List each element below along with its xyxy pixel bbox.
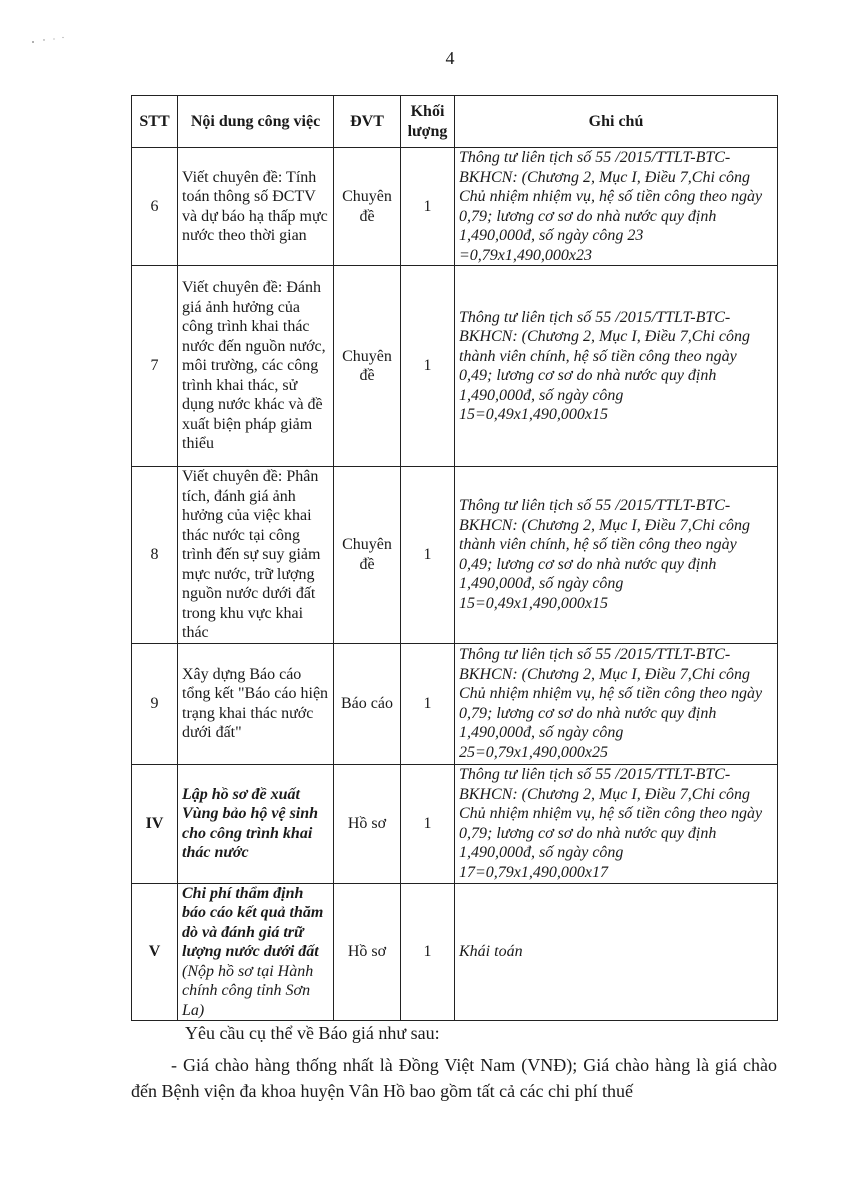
header-unit: ĐVT xyxy=(334,96,401,148)
row-note: Thông tư liên tịch số 55 /2015/TTLT-BTC-BKHCN: (Chương 2, Mục I, Điều 7,Chi công thành viên chính, hệ số tiền công theo ngày 0,49; lương cơ sơ do nhà nước quy định 1,490,000đ, số ngày công 15=0,49x1,490,000x15 xyxy=(455,266,778,467)
row-note: Thông tư liên tịch số 55 /2015/TTLT-BTC-BKHCN: (Chương 2, Mục I, Điều 7,Chi công Chủ nhiệm nhiệm vụ, hệ số tiền công theo ngày 0,79; lương cơ sơ do nhà nước quy định 1,490,000đ, số ngày công 17=0,79x1,490,000x17 xyxy=(455,764,778,883)
scan-speck-mark xyxy=(30,36,66,44)
table-row xyxy=(132,643,778,764)
header-stt: STT xyxy=(132,96,178,148)
table-row xyxy=(132,266,778,467)
row-quantity: 1 xyxy=(401,643,455,764)
header-note: Ghi chú xyxy=(455,96,778,148)
table-header-row xyxy=(132,96,778,148)
row-note: Khái toán xyxy=(455,883,778,1021)
row-quantity: 1 xyxy=(401,148,455,266)
row-unit: Hồ sơ xyxy=(334,883,401,1021)
row-quantity: 1 xyxy=(401,467,455,644)
row-unit: Báo cáo xyxy=(334,643,401,764)
row-quantity: 1 xyxy=(401,883,455,1021)
row-content: Xây dựng Báo cáo tổng kết "Báo cáo hiện trạng khai thác nước dưới đất" xyxy=(178,643,334,764)
table-row xyxy=(132,148,778,266)
table-row xyxy=(132,467,778,644)
row-content: Lập hồ sơ đề xuất Vùng bảo hộ vệ sinh cho công trình khai thác nước xyxy=(178,764,334,883)
row-content xyxy=(178,883,334,1021)
work-items-table xyxy=(131,95,778,1021)
row-unit: Chuyên đề xyxy=(334,148,401,266)
row-content-extra: (Nộp hồ sơ tại Hành chính công tỉnh Sơn La) xyxy=(182,962,314,1019)
row-quantity: 1 xyxy=(401,266,455,467)
row-note: Thông tư liên tịch số 55 /2015/TTLT-BTC-BKHCN: (Chương 2, Mục I, Điều 7,Chi công thành viên chính, hệ số tiền công theo ngày 0,49; lương cơ sơ do nhà nước quy định 1,490,000đ, số ngày công 15=0,49x1,490,000x15 xyxy=(455,467,778,644)
row-stt: 7 xyxy=(132,266,178,467)
row-quantity: 1 xyxy=(401,764,455,883)
row-content-bold: Chi phí thẩm định báo cáo kết quả thăm dò và đánh giá trữ lượng nước dưới đất xyxy=(182,884,324,960)
table-row xyxy=(132,883,778,1021)
price-currency-paragraph: - Giá chào hàng thống nhất là Đồng Việt Nam (VNĐ); Giá chào hàng là giá chào đến Bệnh viện đa khoa huyện Vân Hồ bao gồm tất cả các chi phí thuế xyxy=(131,1055,777,1101)
page-number: 4 xyxy=(445,48,455,68)
row-note: Thông tư liên tịch số 55 /2015/TTLT-BTC-BKHCN: (Chương 2, Mục I, Điều 7,Chi công Chủ nhiệm nhiệm vụ, hệ số tiền công theo ngày 0,79; lương cơ sơ do nhà nước quy định 1,490,000đ, số ngày công 23 =0,79x1,490,000x23 xyxy=(455,148,778,266)
row-stt: 8 xyxy=(132,467,178,644)
row-unit: Hồ sơ xyxy=(334,764,401,883)
header-quantity: Khối lượng xyxy=(401,96,455,148)
row-stt: 6 xyxy=(132,148,178,266)
row-stt: IV xyxy=(132,764,178,883)
row-unit: Chuyên đề xyxy=(334,266,401,467)
row-note: Thông tư liên tịch số 55 /2015/TTLT-BTC-BKHCN: (Chương 2, Mục I, Điều 7,Chi công Chủ nhiệm nhiệm vụ, hệ số tiền công theo ngày 0,79; lương cơ sơ do nhà nước quy định 1,490,000đ, số ngày công 25=0,79x1,490,000x25 xyxy=(455,643,778,764)
row-content: Viết chuyên đề: Đánh giá ảnh hưởng của công trình khai thác nước đến nguồn nước, môi trường, các công trình khai thác, sử dụng nước khác và đề xuất biện pháp giảm thiểu xyxy=(178,266,334,467)
table-row xyxy=(132,764,778,883)
row-content: Viết chuyên đề: Tính toán thông số ĐCTV và dự báo hạ thấp mực nước theo thời gian xyxy=(178,148,334,266)
row-stt: V xyxy=(132,883,178,1021)
header-content: Nội dung công việc xyxy=(178,96,334,148)
requirements-intro: Yêu cầu cụ thể về Báo giá như sau: xyxy=(185,1023,440,1043)
row-unit: Chuyên đề xyxy=(334,467,401,644)
row-stt: 9 xyxy=(132,643,178,764)
row-content: Viết chuyên đề: Phân tích, đánh giá ảnh hưởng của việc khai thác nước tại công trình đến sự suy giảm mực nước, trữ lượng nguồn nước dưới đất trong khu vực khai thác xyxy=(178,467,334,644)
